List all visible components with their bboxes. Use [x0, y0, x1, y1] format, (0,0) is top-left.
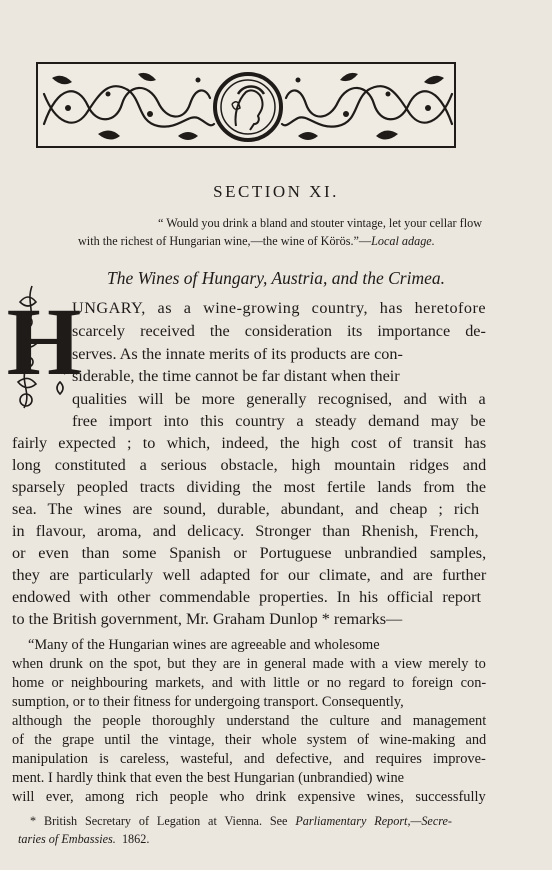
- quote-line: when drunk on the spot, but they are in general made with a view merely to: [12, 656, 486, 672]
- body-line: endowed with other commendable properties. In his official report: [12, 588, 481, 606]
- chapter-subtitle: The Wines of Hungary, Austria, and the Crimea.: [106, 268, 445, 288]
- floral-drop-cap-icon: [6, 282, 82, 414]
- body-line: they are particularly well adapted for our climate, and are further: [12, 566, 487, 584]
- body-line: or even than some Spanish or Portuguese unbrandied samples,: [12, 544, 487, 562]
- body-line: in flavour, aroma, and delicacy. Stronger than Rhenish, French,: [12, 522, 479, 540]
- footnote-reference: Parliamentary Report,—Secre-: [295, 814, 452, 828]
- footnote-line-1: [30, 814, 452, 829]
- body-line: UNGARY, as a wine-growing country, has heretofore: [72, 299, 487, 317]
- quote-line: of the grape until the vintage, their whole system of wine-making and: [12, 732, 487, 748]
- body-line: long constituted a serious obstacle, high mountain ridges and: [12, 456, 487, 474]
- body-line: to the British government, Mr. Graham Dunlop * remarks—: [12, 610, 403, 628]
- quote-line: although the people thoroughly understand the culture and management: [12, 713, 487, 729]
- quote-line: manipulation is careless, wasteful, and defective, and requires improve-: [12, 751, 486, 767]
- body-line: serves. As the innate merits of its products are con-: [72, 345, 403, 363]
- footnote-text: * British Secretary of Legation at Vienna. See: [30, 814, 296, 828]
- quote-line: sumption, or to their fitness for undergoing transport. Consequently,: [12, 694, 404, 710]
- section-title: SECTION XI.: [213, 182, 339, 201]
- ornamental-headpiece: [36, 62, 456, 148]
- epigraph-source: Local adage.: [371, 234, 435, 248]
- quote-line: home or neighbouring markets, and with little or no regard to foreign con-: [12, 675, 487, 691]
- epigraph: [30, 214, 490, 250]
- drop-cap-letter: H: [6, 288, 82, 395]
- body-line: scarcely received the consideration its importance de-: [72, 322, 486, 340]
- quote-line: ment. I hardly think that even the best Hungarian (unbrandied) wine: [12, 770, 405, 786]
- epigraph-line-2: [30, 232, 490, 250]
- body-line: siderable, the time cannot be far distant when their: [72, 367, 400, 385]
- epigraph-line-1: “ Would you drink a bland and stouter vintage, let your cellar flow: [157, 216, 482, 230]
- body-line: fairly expected ; to which, indeed, the high cost of transit has: [12, 434, 487, 452]
- epigraph-text: with the richest of Hungarian wine,—the wine of Körös.”—: [78, 234, 372, 248]
- body-line: sparsely peopled tracts dividing the most fertile lands from the: [12, 478, 487, 496]
- quote-line: “Many of the Hungarian wines are agreeable and wholesome: [28, 637, 380, 653]
- body-line: free import into this country a steady demand may be: [72, 412, 486, 430]
- footnote-year: 1862.: [121, 832, 150, 846]
- body-line: sea. The wines are sound, durable, abundant, and cheap ; rich: [12, 500, 480, 518]
- ornamental-initial: [6, 282, 82, 414]
- scrollwork-ornament-icon: [38, 64, 458, 150]
- footnote-reference-cont: taries of Embassies.: [18, 832, 116, 846]
- quote-line: will ever, among rich people who drink expensive wines, successfully: [12, 789, 486, 805]
- footnote-line-2: [18, 832, 149, 847]
- body-line: qualities will be more generally recognised, and with a: [72, 390, 486, 408]
